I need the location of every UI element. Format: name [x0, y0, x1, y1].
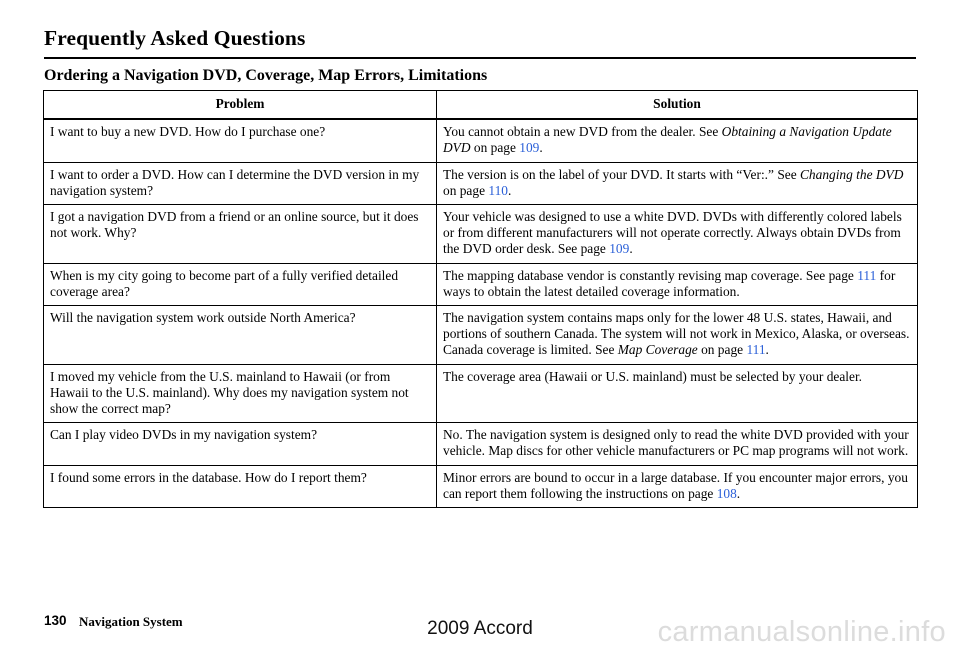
- solution-cell: [437, 119, 918, 162]
- watermark-text: 2009 Accord: [427, 618, 533, 639]
- section-title: Ordering a Navigation DVD, Coverage, Map Errors, Limitations: [44, 67, 488, 84]
- solution-text: No. The navigation system is designed only to read the white DVD provided with your vehicle. Map discs for other vehicle manufacturers or PC map programs will not work.: [443, 427, 909, 459]
- solution-text: on page: [443, 182, 489, 198]
- problem-cell: I want to buy a new DVD. How do I purchase one?: [44, 119, 437, 162]
- problem-cell: Can I play video DVDs in my navigation system?: [44, 423, 437, 465]
- solution-cell: [437, 465, 918, 507]
- table-row: [44, 364, 918, 423]
- table-header-row: [44, 91, 918, 120]
- page-reference-link[interactable]: 110: [488, 182, 508, 198]
- table-row: [44, 465, 918, 507]
- solution-text: The version is on the label of your DVD. It starts with “Ver:.” See: [443, 166, 800, 182]
- solution-text: .: [765, 342, 769, 358]
- solution-text: The mapping database vendor is constantly revising map coverage. See page: [443, 267, 858, 283]
- section-reference-text: Obtaining a Navigation Update DVD: [443, 124, 892, 156]
- table-row: [44, 162, 918, 204]
- column-header-problem: Problem: [44, 91, 437, 120]
- solution-text: on page: [697, 342, 747, 358]
- page-reference-link[interactable]: 111: [746, 342, 766, 358]
- watermark-url: carmanualsonline.info: [657, 616, 946, 648]
- footer-section-name: Navigation System: [79, 614, 183, 629]
- solution-text: Minor errors are bound to occur in a large database. If you encounter major errors, you can report them following the instructions on page: [443, 469, 908, 501]
- problem-cell: I found some errors in the database. How do I report them?: [44, 465, 437, 507]
- section-reference-text: Changing the DVD: [800, 166, 904, 182]
- problem-cell: I got a navigation DVD from a friend or an online source, but it does not work. Why?: [44, 205, 437, 264]
- faq-table-body: [44, 119, 918, 507]
- problem-cell: I want to order a DVD. How can I determine the DVD version in my navigation system?: [44, 162, 437, 204]
- table-row: [44, 205, 918, 264]
- solution-text: .: [629, 241, 633, 257]
- solution-cell: [437, 263, 918, 305]
- solution-text: The coverage area (Hawaii or U.S. mainland) must be selected by your dealer.: [443, 368, 863, 384]
- page-reference-link[interactable]: 109: [609, 241, 630, 257]
- table-row: [44, 119, 918, 162]
- solution-cell: [437, 423, 918, 465]
- solution-cell: [437, 162, 918, 204]
- solution-text: .: [539, 140, 543, 156]
- solution-cell: [437, 306, 918, 365]
- solution-text: The navigation system contains maps only for the lower 48 U.S. states, Hawaii, and portions of southern Canada. The system will not work in Mexico, Alaska, or overseas. Canada coverage is limited. See: [443, 310, 910, 358]
- problem-cell: Will the navigation system work outside North America?: [44, 306, 437, 365]
- solution-text: for ways to obtain the latest detailed coverage information.: [443, 267, 896, 299]
- solution-text: .: [507, 182, 512, 198]
- solution-text: You cannot obtain a new DVD from the dealer. See: [443, 124, 722, 140]
- solution-text: Your vehicle was designed to use a white DVD. DVDs with differently colored labels or from different manufacturers will not operate correctly. Always obtain DVDs from the DVD order desk. See page: [443, 209, 902, 257]
- column-header-solution: Solution: [437, 91, 918, 120]
- problem-cell: When is my city going to become part of a fully verified detailed coverage area?: [44, 263, 437, 305]
- solution-text: on page: [470, 140, 520, 156]
- page-number: 130: [44, 613, 67, 628]
- table-row: [44, 423, 918, 465]
- table-row: [44, 263, 918, 305]
- solution-cell: [437, 364, 918, 423]
- page-reference-link[interactable]: 111: [857, 267, 877, 283]
- table-row: [44, 306, 918, 365]
- section-reference-text: Map Coverage: [617, 342, 698, 358]
- page-title: Frequently Asked Questions: [44, 26, 306, 50]
- problem-cell: I moved my vehicle from the U.S. mainland to Hawaii (or from Hawaii to the U.S. mainland). Why does my navigation system not show the correct map?: [44, 364, 437, 423]
- solution-cell: [437, 205, 918, 264]
- solution-text: .: [736, 485, 741, 501]
- page-reference-link[interactable]: 108: [716, 485, 737, 501]
- faq-table: [43, 90, 918, 508]
- title-divider: [44, 57, 916, 59]
- page-reference-link[interactable]: 109: [519, 140, 540, 156]
